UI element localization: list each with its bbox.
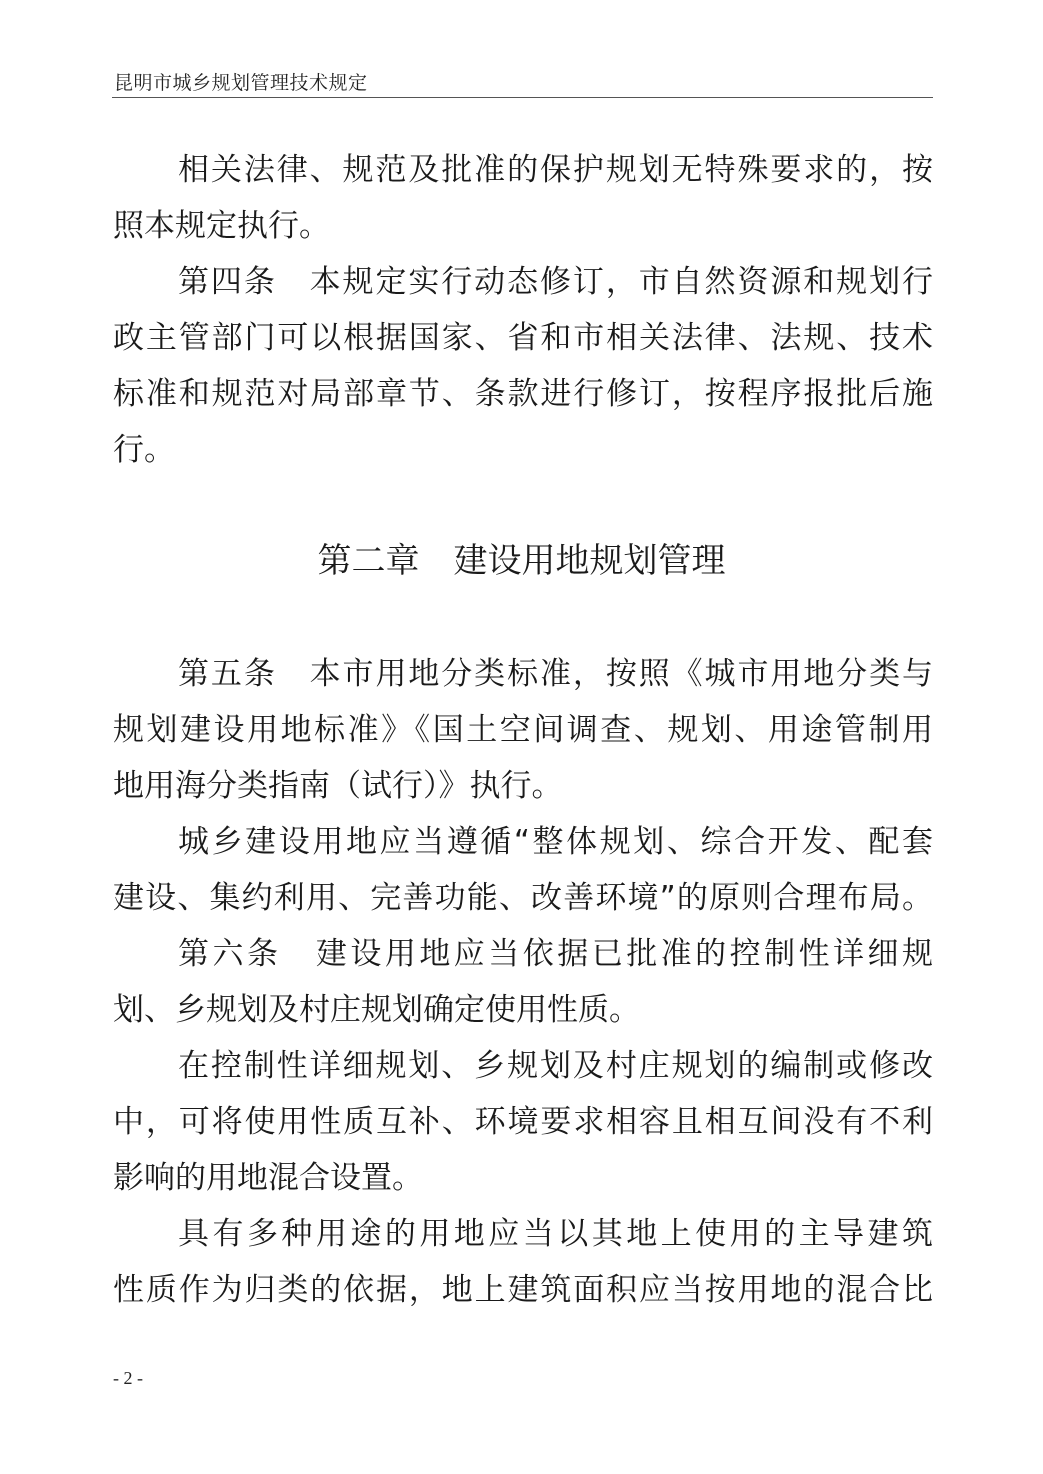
paragraph-line: 相关法律、规范及批准的保护规划无特殊要求的，按 — [178, 152, 933, 188]
chapter-heading: 第二章 建设用地规划管理 — [317, 541, 726, 581]
article-6-line: 第六条 建设用地应当依据已批准的控制性详细规 — [178, 936, 933, 972]
article-6-line: 划、乡规划及村庄规划确定使用性质。 — [113, 992, 640, 1028]
article-5-line: 规划建设用地标准》《国土空间调查、规划、用途管制用 — [113, 712, 933, 748]
article-5-line: 地用海分类指南（试行）》执行。 — [113, 768, 563, 804]
document-title: 昆明市城乡规划管理技术规定 — [114, 73, 368, 94]
page-number: - 2 - — [113, 1368, 143, 1388]
paragraph-line: 建设、集约利用、完善功能、改善环境”的原则合理布局。 — [113, 880, 933, 916]
article-4-line: 行。 — [113, 432, 175, 468]
paragraph-line: 中，可将使用性质互补、环境要求相容且相互间没有不利 — [113, 1104, 933, 1140]
article-4-line: 第四条 本规定实行动态修订，市自然资源和规划行 — [178, 264, 933, 300]
paragraph-line: 性质作为归类的依据，地上建筑面积应当按用地的混合比 — [113, 1272, 933, 1308]
paragraph-line: 在控制性详细规划、乡规划及村庄规划的编制或修改 — [178, 1048, 933, 1084]
article-4-line: 标准和规范对局部章节、条款进行修订，按程序报批后施 — [113, 376, 933, 412]
paragraph-line: 影响的用地混合设置。 — [113, 1160, 423, 1196]
header-divider — [112, 97, 933, 98]
article-5-line: 第五条 本市用地分类标准，按照《城市用地分类与 — [178, 656, 933, 692]
paragraph-line: 照本规定执行。 — [113, 208, 330, 244]
paragraph-line: 城乡建设用地应当遵循“整体规划、综合开发、配套 — [178, 824, 933, 860]
article-4-line: 政主管部门可以根据国家、省和市相关法律、法规、技术 — [113, 320, 933, 356]
paragraph-line: 具有多种用途的用地应当以其地上使用的主导建筑 — [178, 1216, 933, 1252]
